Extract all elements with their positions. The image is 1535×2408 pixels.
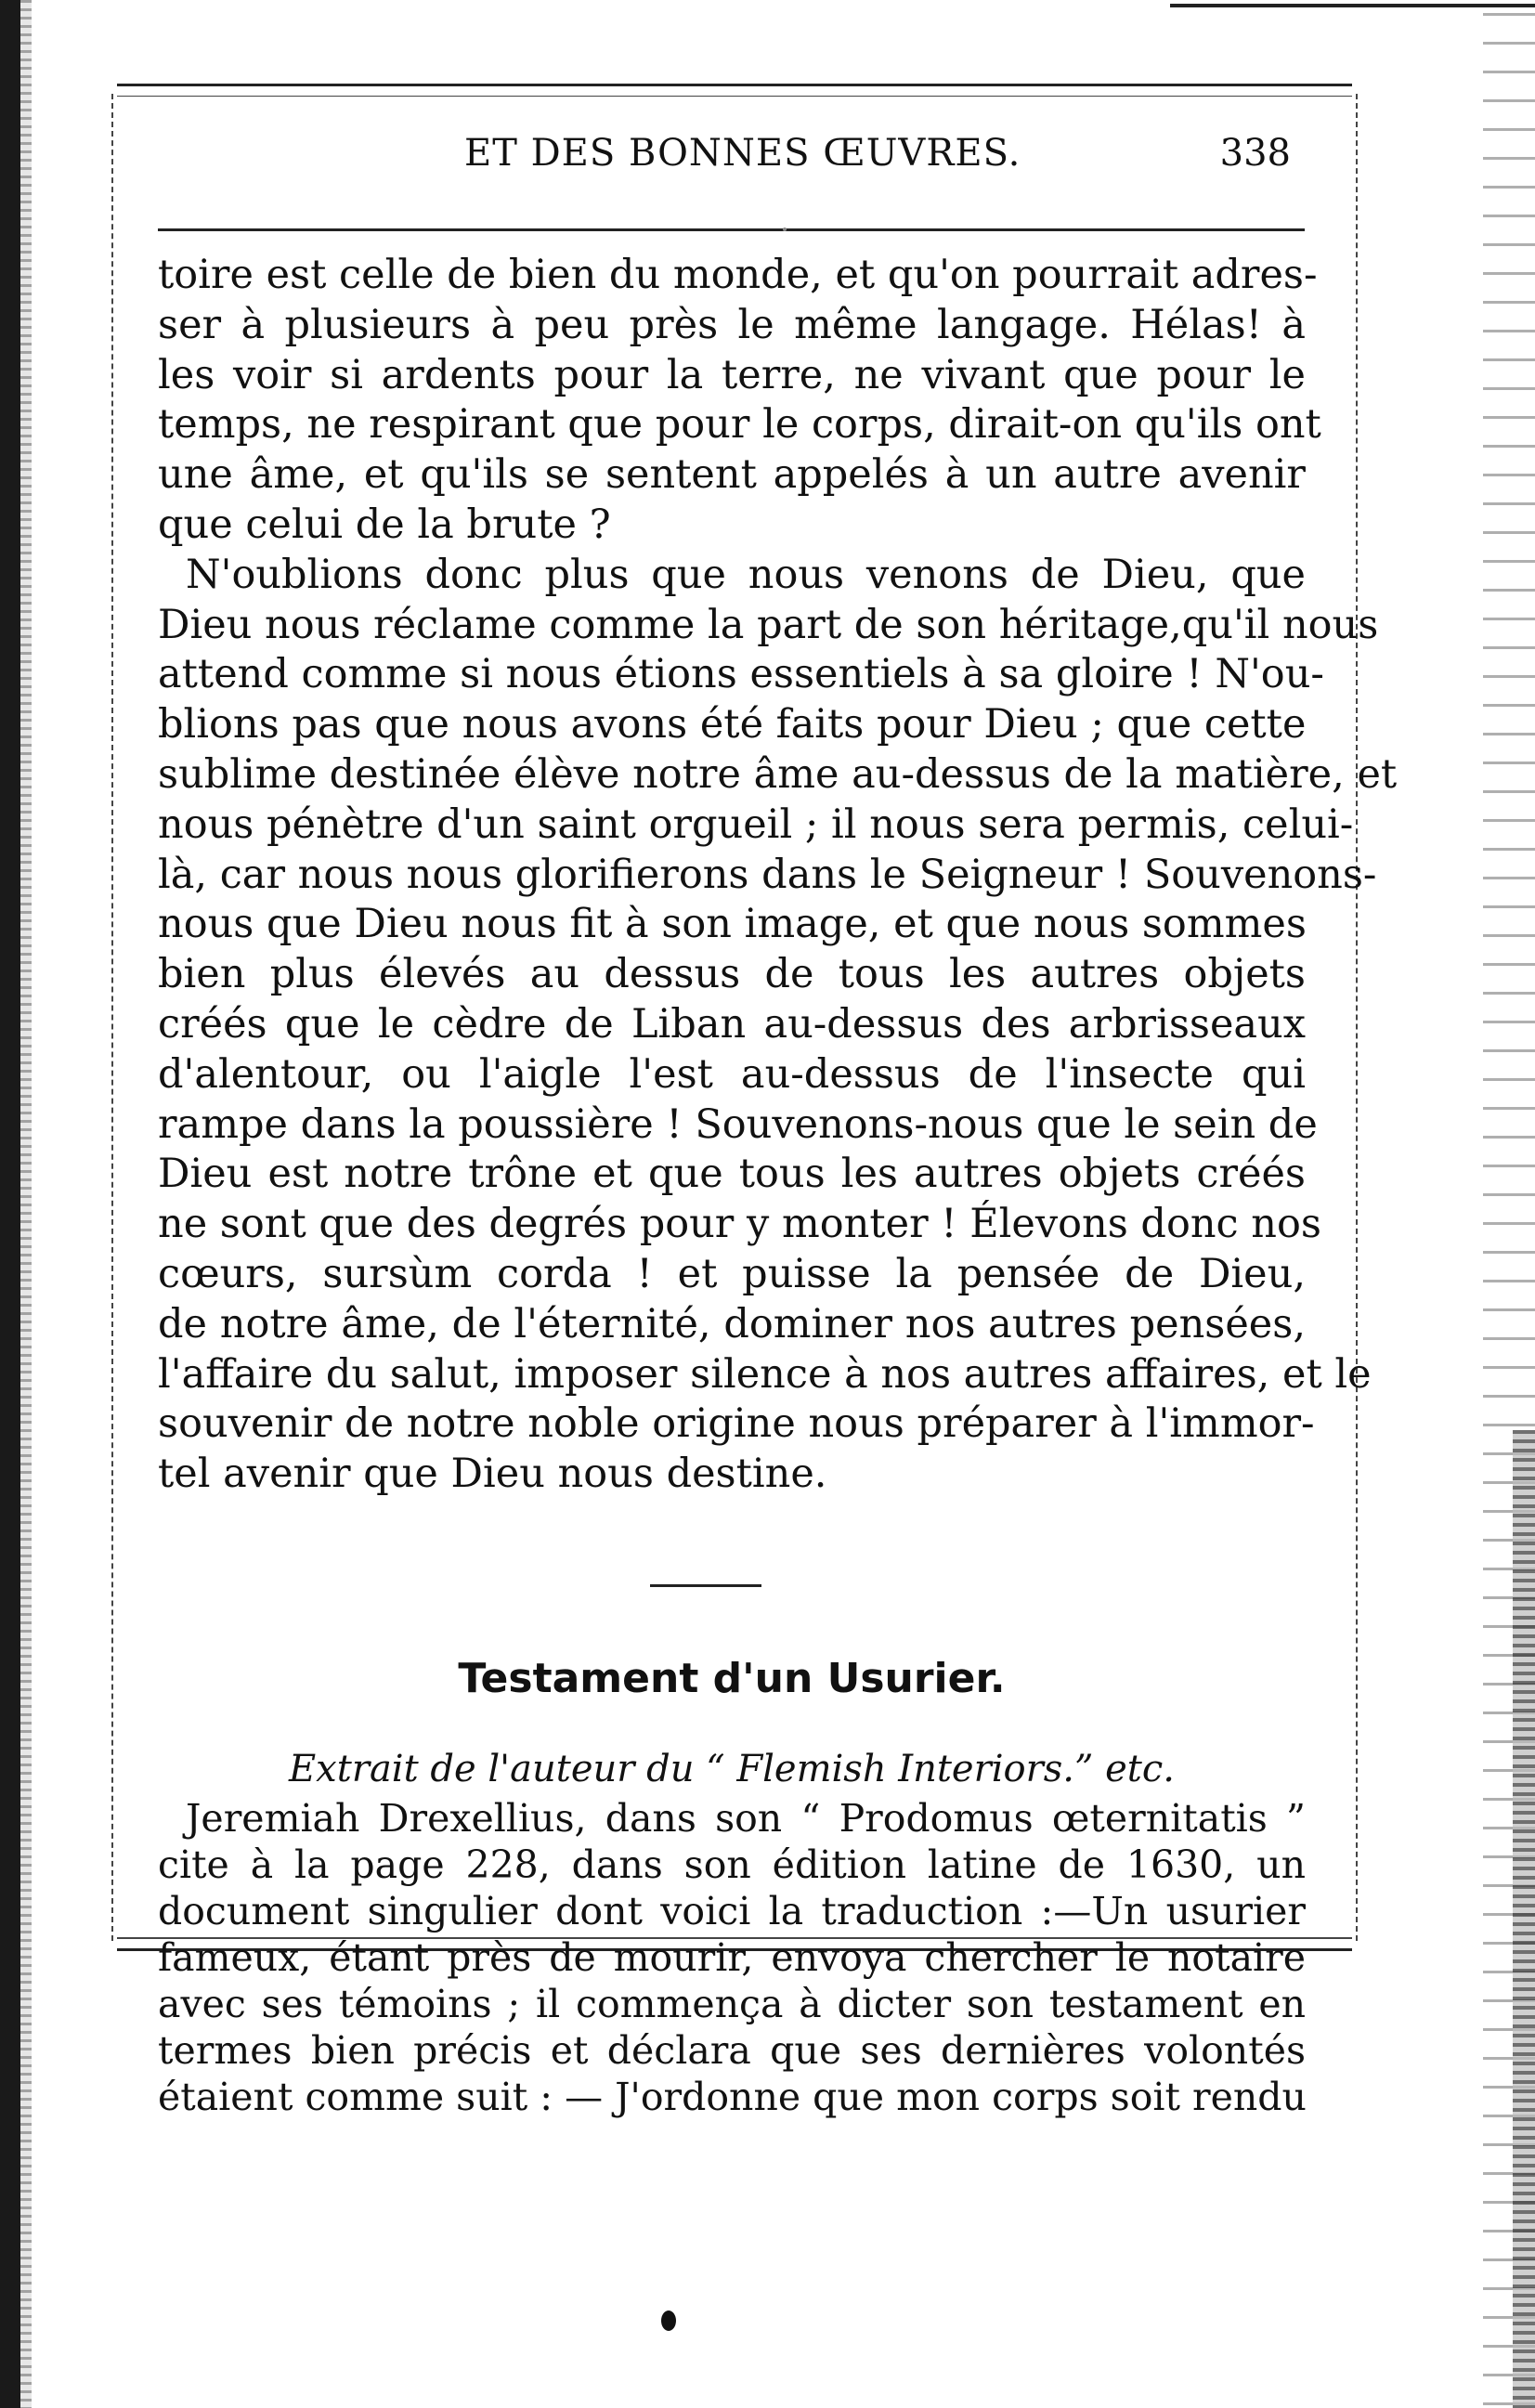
scan-left-edge [0,0,20,2408]
header-rule [158,228,1305,231]
text-line: d'alentour, ou l'aigle l'est au-dessus de l'insecte qui [158,1050,1306,1098]
scan-left-edge-shadow [20,0,32,2408]
scan-right-edge-shadow [1513,1430,1535,2408]
text-line: termes bien précis et déclara que ses dernières volontés [158,2028,1306,2073]
text-line: temps, ne respirant que pour le corps, dirait-on qu'ils ont [158,401,1321,449]
section-heading: Testament d'un Usurier. [458,1655,1006,1702]
text-line: les voir si ardents pour la terre, ne vivant que pour le [158,351,1306,398]
ink-speck [783,228,787,231]
text-line: fameux, étant près de mourir, envoya chercher le notaire [158,1935,1306,1980]
running-head [158,132,1309,188]
text-line: tel avenir que Dieu nous destine. [158,1451,827,1498]
text-line: cite à la page 228, dans son édition latine de 1630, un [158,1842,1306,1887]
text-line: rampe dans la poussière ! Souvenons-nous que le sein de [158,1100,1318,1148]
first-section-text [158,251,1398,1500]
text-line: étaient comme suit : — J'ordonne que mon corps soit rendu [158,2075,1307,2119]
text-line: Dieu est notre trône et que tous les autres objets créés [158,1151,1306,1198]
text-line: blions pas que nous avons été faits pour Dieu ; que cette [158,701,1307,748]
text-line: de notre âme, de l'éternité, dominer nos autres pensées, [158,1300,1306,1347]
second-section-text [158,1795,1306,2120]
text-line: avec ses témoins ; il commença à dicter son testament en [158,1982,1306,2026]
text-line: N'oublions donc plus que nous venons de Dieu, que [186,551,1306,598]
frame-top-rule [117,96,1352,97]
page-number: 338 [1219,132,1291,175]
text-line: ne sont que des degrés pour y monter ! Élevons donc nos [158,1201,1321,1248]
scan-top-rule [1170,4,1535,7]
text-line: créés que le cèdre de Liban au-dessus des arbrisseaux [158,1000,1306,1048]
text-line: bien plus élevés au dessus de tous les autres objets [158,951,1306,998]
text-line: ser à plusieurs à peu près le même langage. Hélas! à [158,301,1306,348]
text-line: une âme, et qu'ils se sentent appelés à un autre avenir [158,451,1306,499]
text-line: nous que Dieu nous fit à son image, et que nous sommes [158,901,1307,948]
ink-dot [661,2310,676,2331]
text-line: Dieu nous réclame comme la part de son héritage,qu'il nous [158,601,1379,648]
text-line: sublime destinée élève notre âme au-dessus de la matière, et [158,750,1398,798]
section-divider [650,1584,761,1587]
text-line: souvenir de notre noble origine nous préparer à l'immor- [158,1400,1315,1448]
text-line: nous pénètre d'un saint orgueil ; il nous sera permis, celui- [158,800,1354,848]
section-subheading: Extrait de l'auteur du “ Flemish Interiors.” etc. [288,1748,1175,1790]
text-line: là, car nous nous glorifierons dans le Seigneur ! Souvenons- [158,851,1377,898]
text-line: Jeremiah Drexellius, dans son “ Prodomus œternitatis ” [186,1796,1306,1841]
text-line: l'affaire du salut, imposer silence à nos autres affaires, et le [158,1350,1372,1398]
running-head-title: ET DES BONNES ŒUVRES. [464,132,1021,175]
text-line: attend comme si nous étions essentiels à sa gloire ! N'ou- [158,651,1324,698]
text-line: que celui de la brute ? [158,501,611,548]
text-line: cœurs, sursùm corda ! et puisse la pensée de Dieu, [158,1250,1306,1297]
text-line: document singulier dont voici la traduction :—Un usurier [158,1889,1306,1933]
text-line: toire est celle de bien du monde, et qu'on pourrait adres- [158,252,1318,298]
